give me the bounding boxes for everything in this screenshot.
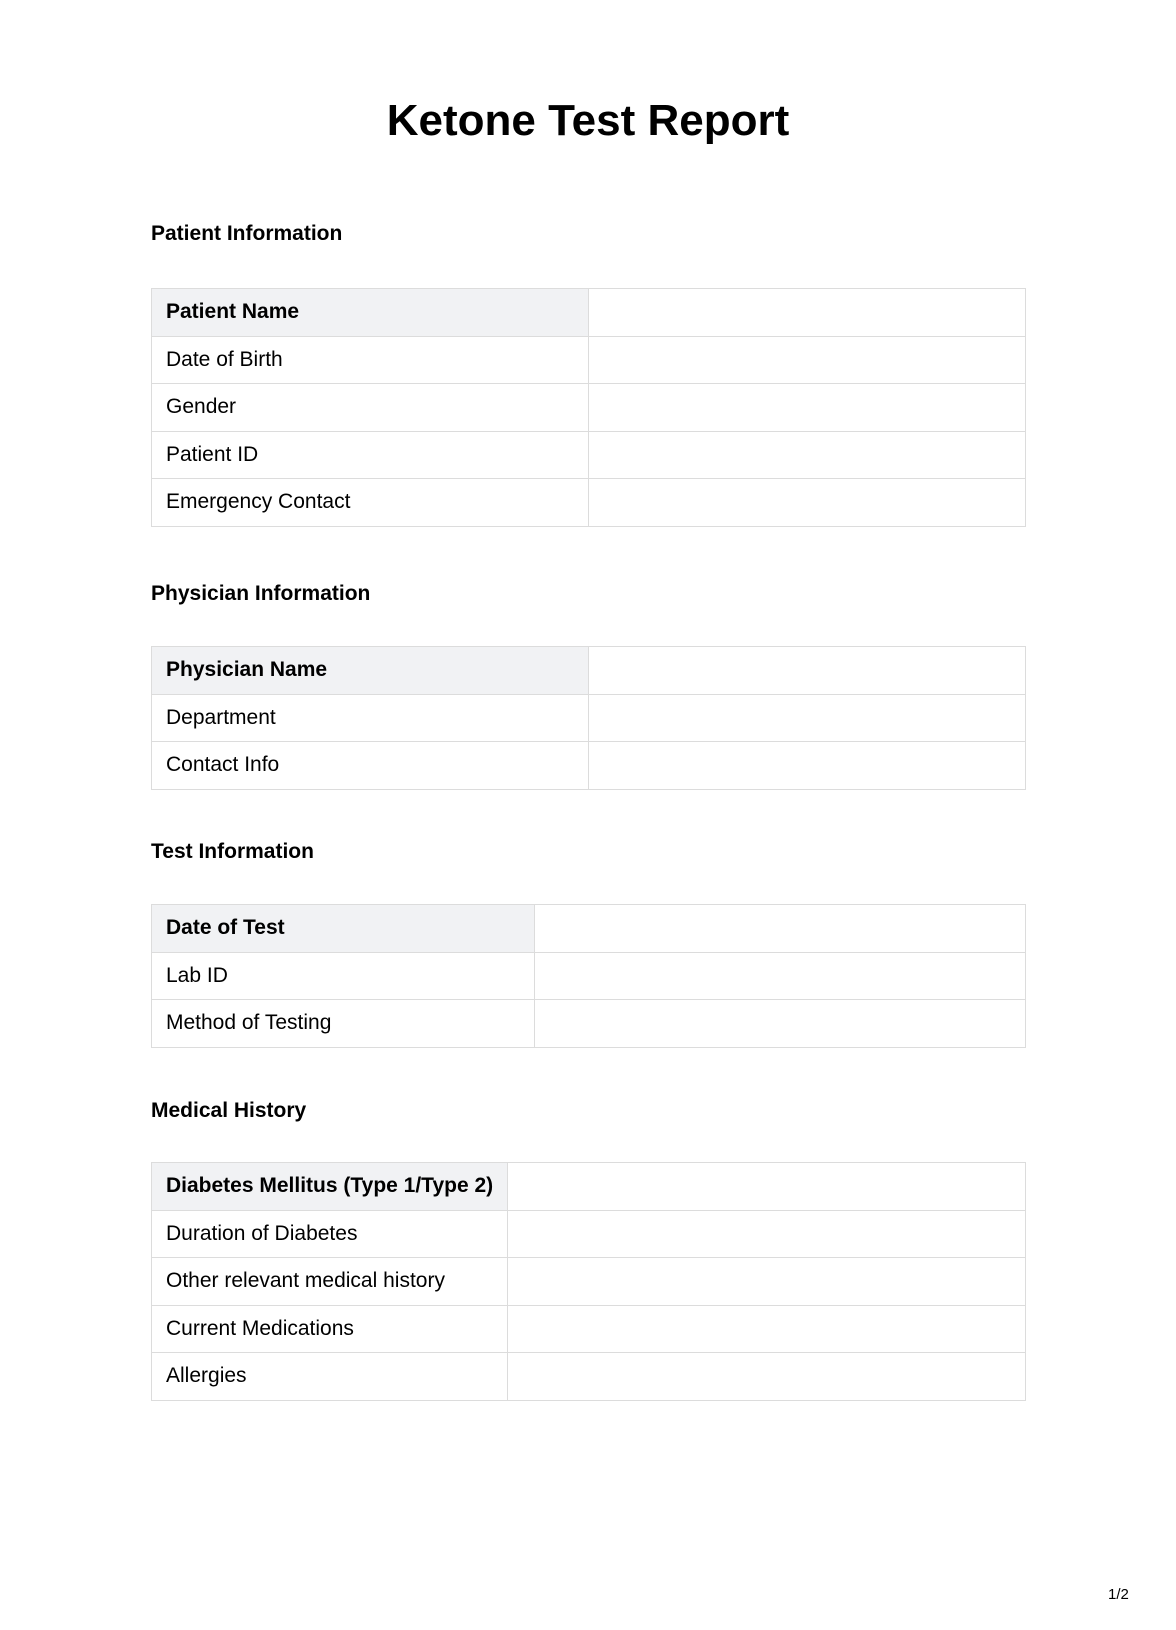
field-label: Date of Birth	[152, 336, 589, 384]
page-title: Ketone Test Report	[386, 96, 790, 145]
field-label: Allergies	[152, 1353, 508, 1401]
info-table	[151, 646, 1026, 790]
field-label: Contact Info	[152, 742, 589, 790]
field-value[interactable]	[508, 1258, 1026, 1306]
field-label: Other relevant medical history	[152, 1258, 508, 1306]
table-row	[152, 384, 1026, 432]
table-row	[152, 1210, 1026, 1258]
section-heading: Physician Information	[151, 582, 371, 605]
section-heading: Patient Information	[151, 222, 343, 245]
table-row	[152, 647, 1026, 695]
table-row	[152, 742, 1026, 790]
table-row	[152, 1258, 1026, 1306]
field-value[interactable]	[589, 289, 1026, 337]
field-value[interactable]	[508, 1210, 1026, 1258]
field-label: Current Medications	[152, 1305, 508, 1353]
section-heading: Test Information	[151, 840, 314, 863]
section-heading: Medical History	[151, 1099, 307, 1122]
field-value[interactable]	[508, 1353, 1026, 1401]
field-value[interactable]	[589, 384, 1026, 432]
table-row	[152, 431, 1026, 479]
field-value[interactable]	[589, 647, 1026, 695]
table-row	[152, 1305, 1026, 1353]
field-label: Patient Name	[152, 289, 589, 337]
page-number: 1/2	[1108, 1586, 1129, 1603]
field-label: Lab ID	[152, 952, 535, 1000]
table-row	[152, 905, 1026, 953]
field-label: Emergency Contact	[152, 479, 589, 527]
table-row	[152, 1353, 1026, 1401]
field-value[interactable]	[508, 1163, 1026, 1211]
field-label: Department	[152, 694, 589, 742]
table-row	[152, 952, 1026, 1000]
info-table	[151, 288, 1026, 527]
table-row	[152, 336, 1026, 384]
field-value[interactable]	[589, 694, 1026, 742]
field-label: Duration of Diabetes	[152, 1210, 508, 1258]
field-value[interactable]	[589, 336, 1026, 384]
field-value[interactable]	[535, 1000, 1026, 1048]
info-table	[151, 1162, 1026, 1401]
table-row	[152, 1163, 1026, 1211]
field-label: Method of Testing	[152, 1000, 535, 1048]
field-label: Date of Test	[152, 905, 535, 953]
info-table	[151, 904, 1026, 1048]
field-value[interactable]	[589, 479, 1026, 527]
field-value[interactable]	[535, 905, 1026, 953]
table-row	[152, 289, 1026, 337]
table-row	[152, 1000, 1026, 1048]
field-label: Gender	[152, 384, 589, 432]
table-row	[152, 694, 1026, 742]
field-value[interactable]	[589, 431, 1026, 479]
field-label: Patient ID	[152, 431, 589, 479]
field-value[interactable]	[589, 742, 1026, 790]
field-value[interactable]	[508, 1305, 1026, 1353]
table-row	[152, 479, 1026, 527]
field-label: Diabetes Mellitus (Type 1/Type 2)	[152, 1163, 508, 1211]
field-value[interactable]	[535, 952, 1026, 1000]
field-label: Physician Name	[152, 647, 589, 695]
